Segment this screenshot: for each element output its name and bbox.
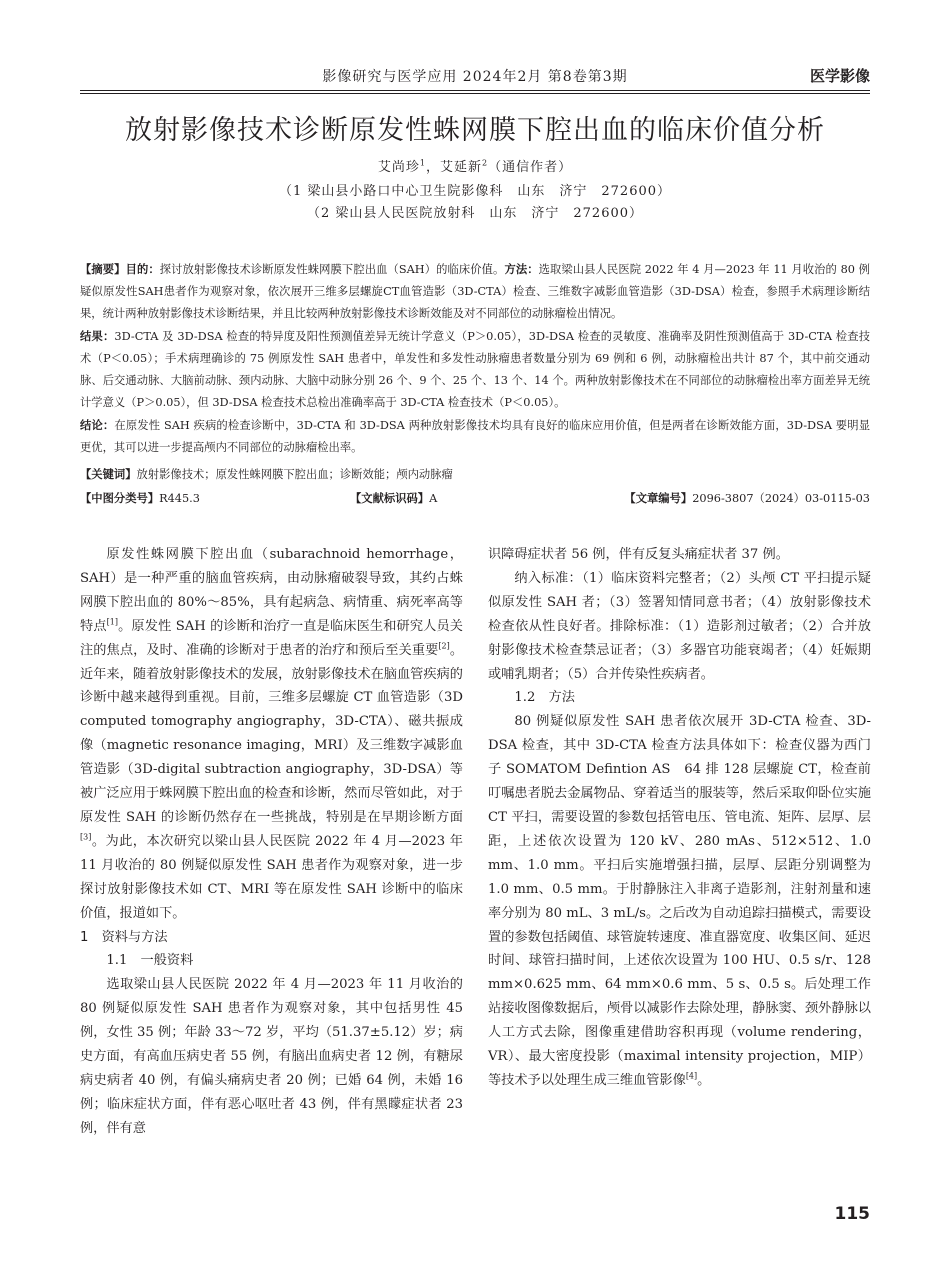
doc-code-label: 【文献标识码】 xyxy=(350,491,430,505)
article-number-label: 【文章编号】 xyxy=(624,491,693,505)
article-number-value: 2096-3807（2024）03-0115-03 xyxy=(692,492,870,505)
citation-2[interactable]: [2] xyxy=(438,641,450,651)
citation-1[interactable]: [1] xyxy=(106,617,118,627)
abstract-label: 【摘要】 xyxy=(80,262,126,276)
author-separator: ， xyxy=(425,160,440,175)
keywords-text: 放射影像技术；原发性蛛网膜下腔出血；诊断效能；颅内动脉瘤 xyxy=(136,468,453,481)
subsection-heading-1-1: 1.1 一般资料 xyxy=(106,953,194,969)
intro-text-b: 。原发性 SAH 的诊断和治疗一直是临床医生和研究人员关注的焦点，及时、准确的诊断对于患者的治疗和预后至关重要 xyxy=(80,618,463,658)
affiliation-2: （2 梁山县人民医院放射科 山东 济宁 272600） xyxy=(306,206,644,221)
criteria-paragraph: 纳入标准：（1）临床资料完整者；（2）头颅 CT 平扫提示疑似原发性 SAH 者；（3）签署知情同意书者；（4）放射影像技术检查依从性良好者。排除标准：（1）造影剂过敏者；（2）合并放射影像技术检查禁忌证者；（3）多器官功能衰竭者；（4）妊娠期或哺乳期者；（5）合并传染性疾病者。 xyxy=(488,570,871,682)
clc-value: R445.3 xyxy=(159,492,200,505)
journal-info: 影像研究与医学应用 2024年2月 第8卷第3期 xyxy=(322,69,628,85)
general-data-paragraph: 选取梁山县人民医院 2022 年 4 月—2023 年 11 月收治的 80 例疑似原发性 SAH 患者作为观察对象，其中包括男性 45 例，女性 35 例；年龄 33～72 岁，平均（51.37±5.12）岁；病史方面，有高血压病史者 55 例，有脑出血病史者 12 例，有糖尿病史病者 40 例，有偏头痛病史者 20 例；已婚 64 例，未婚 16 例；临床症状方面，伴有恶心呕吐者 43 例，伴有黑矇症状者 23 例，伴有意 xyxy=(80,977,463,1136)
abstract xyxy=(80,258,870,459)
header-rule xyxy=(80,90,870,91)
methods-text-end: 。 xyxy=(697,1072,711,1088)
header-rule-thin xyxy=(80,93,870,94)
conclusion-label: 结论： xyxy=(80,418,115,432)
keywords xyxy=(80,466,870,482)
author-1-affil: 1 xyxy=(419,158,426,168)
page-number: 115 xyxy=(834,1204,870,1224)
section-tag: 医学影像 xyxy=(809,67,870,85)
clc-label: 【中图分类号】 xyxy=(80,491,160,505)
abstract-objective: 探讨放射影像技术诊断原发性蛛网膜下腔出血（SAH）的临床价值。 xyxy=(159,263,505,276)
abstract-methods: 选取梁山县人民医院 2022 年 4 月—2023 年 11 月收治的 80 例疑似原发性SAH患者作为观察对象，依次展开三维多层螺旋CT血管造影（3D-CTA）检查、三维数字减影血管造影（3D-DSA）检查，参照手术病理诊断结果，统计两种放射影像技术诊断结果，并且比较两种放射影像技术诊断效能及对不同部位的动脉瘤检出情况。 xyxy=(80,263,870,320)
general-data-continued: 识障碍症状者 56 例，伴有反复头痛症状者 37 例。 xyxy=(488,547,789,562)
author-1: 艾尚珍 xyxy=(377,160,420,175)
authors xyxy=(80,156,870,175)
citation-3[interactable]: [3] xyxy=(80,832,92,842)
author-2-affil: 2 xyxy=(482,158,489,168)
objective-label: 目的： xyxy=(125,262,160,276)
body-column-left xyxy=(80,543,463,1141)
classification-line xyxy=(80,490,870,510)
author-2: 艾延新 xyxy=(440,160,483,175)
running-header xyxy=(80,66,870,92)
section-heading-1: 1 资料与方法 xyxy=(80,929,168,945)
doc-code-value: A xyxy=(429,492,438,505)
intro-paragraph xyxy=(80,543,463,926)
body-column-right xyxy=(488,543,871,1093)
corresponding-note: （通信作者） xyxy=(488,160,573,175)
intro-text-c: 。近年来，随着放射影像技术的发展，放射影像技术在脑血管疾病的诊断中越来越得到重视。目前，三维多层螺旋 CT 血管造影（3D computed tomography angiography，3D-CTA）、磁共振成像（magnetic resonance imaging，MRI）及三维数字减影血管造影（3D-digital subtraction angiography，3D-DSA）等被广泛应用于蛛网膜下腔出血的检查和诊断，然而尽管如此，对于原发性 SAH 的诊断仍然存在一些挑战，特别是在早期诊断方面 xyxy=(80,642,464,825)
intro-text-a: 原发性蛛网膜下腔出血（subarachnoid hemorrhage，SAH）是一种严重的脑血管疾病，由动脉瘤破裂导致，其约占蛛网膜下腔出血的 80%～85%，具有起病急、病情重、病死率高等特点 xyxy=(80,547,463,634)
keywords-label: 【关键词】 xyxy=(80,467,137,481)
methods-label: 方法： xyxy=(504,262,539,276)
methods-paragraph xyxy=(488,710,871,1093)
article-title: 放射影像技术诊断原发性蛛网膜下腔出血的临床价值分析 xyxy=(125,115,825,146)
subsection-heading-1-2: 1.2 方法 xyxy=(514,690,575,706)
results-label: 结果： xyxy=(80,329,115,343)
intro-text-d: 。为此，本次研究以梁山县人民医院 2022 年 4 月—2023 年 11 月收治的 80 例疑似原发性 SAH 患者作为观察对象，进一步探讨放射影像技术如 CT、MRI 等在原发性 SAH 诊断中的临床价值，报道如下。 xyxy=(80,833,463,921)
abstract-conclusion: 在原发性 SAH 疾病的检查诊断中，3D-CTA 和 3D-DSA 两种放射影像技术均具有良好的临床应用价值，但是两者在诊断效能方面，3D-DSA 要明显更优，其可以进一步提高颅内不同部位的动脉瘤检出率。 xyxy=(80,419,870,454)
abstract-results: 3D-CTA 及 3D-DSA 检查的特异度及阳性预测值差异无统计学意义（P＞0.05），3D-DSA 检查的灵敏度、准确率及阴性预测值高于 3D-CTA 检查技术（P＜0.05）；手术病理确诊的 75 例原发性 SAH 患者中，单发性和多发性动脉瘤患者数量分别为 69 例和 6 例，动脉瘤检出共计 87 个，其中前交通动脉、后交通动脉、大脑前动脉、颈内动脉、大脑中动脉分别 26 个、9 个、25 个、13 个、14 个。两种放射影像技术在不同部位的动脉瘤检出率方面差异无统计学意义（P＞0.05），但 3D-DSA 检查技术总检出准确率高于 3D-CTA 检查技术（P＜0.05）。 xyxy=(80,330,870,409)
citation-4[interactable]: [4] xyxy=(685,1071,698,1081)
affiliation-1: （1 梁山县小路口中心卫生院影像科 山东 济宁 272600） xyxy=(278,184,672,199)
methods-text: 80 例疑似原发性 SAH 患者依次展开 3D-CTA 检查、3D-DSA 检查，其中 3D-CTA 检查方法具体如下：检查仪器为西门子 SOMATOM Defintion AS 64 排 128 层螺旋 CT，检查前叮嘱患者脱去金属物品、穿着适当的服装等，然后采取仰卧位实施 CT 平扫，需要设置的参数包括管电压、管电流、矩阵、层厚、层距，上述依次设置为 120 kV、280 mAs、512×512、1.0 mm、1.0 mm。平扫后实施增强扫描，层厚、层距分别调整为 1.0 mm、0.5 mm。于肘静脉注入非离子造影剂，注射剂量和速率分别为 80 mL、3 mL/s。之后改为自动追踪扫描模式，需要设置的参数包括阈值、球管旋转速度、准直器宽度、收集区间、延迟时间、球管扫描时间，上述依次设置为 100 HU、0.5 s/r、128 mm×0.625 mm、64 mm×0.6 mm、5 s、0.5 s。后处理工作站接收图像数据后，颅骨以减影作去除处理，静脉窦、颈外静脉以人工方式去除，图像重建借助容积再现（volume rendering，VR）、最大密度投影（maximal intensity projection，MIP）等技术予以处理生成三维血管影像 xyxy=(488,714,871,1088)
